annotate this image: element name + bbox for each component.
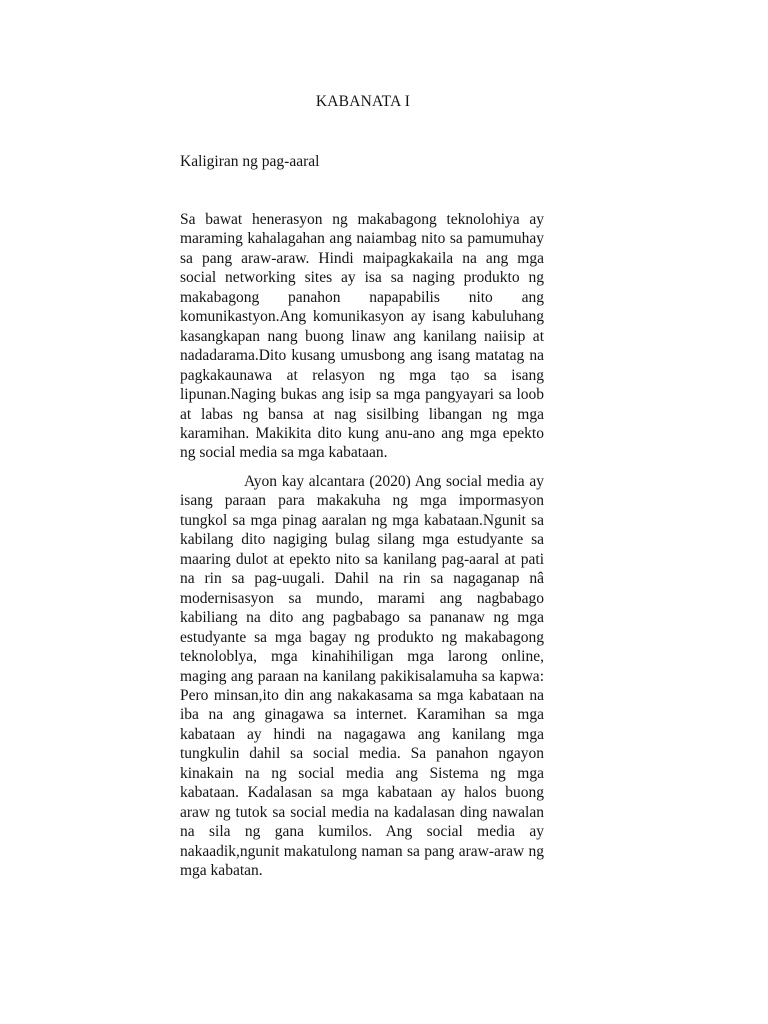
- chapter-title: KABANATA I: [315, 93, 411, 110]
- section-heading: Kaligiran ng pag-aaral: [180, 153, 320, 170]
- body-paragraph: Ayon kay alcantara (2020) Ang social media ay isang paraan para makakuha ng mga impormasyon tungkol sa mga pinag aaralan ng mga kabataan.Ngunit sa kabilang dito nagiging bulag silang mga estudyante sa maaring dulot at epekto nito sa kanilang pag-aaral at pati na rin sa pag-uugali. Dahil na rin sa nagaganap nâ modernisasyon sa mundo, marami ang nagbabago kabiliang na dito ang pagbabago sa pananaw ng mga estudyante sa mga bagay ng produkto ng makabagong teknoloblya, mga kinahihiligan mga larong online, maging ang paraan na kanilang pakikisalamuha sa kapwa: Pero minsan,ito din ang nakakasama sa mga kabataan na iba na ang ginagawa sa internet. Karamihan sa mga kabataan ay hindi na nagagawa ang kanilang mga tungkulin dahil sa social media. Sa panahon ngayon kinakain na ng social media ang Sistema ng mga kabataan. Kadalasan sa mga kabataan ay halos buong araw ng tutok sa social media na kadalasan ding nawalan na sila ng gana kumilos. Ang social media ay nakaadik,ngunit makatulong naman sa pang araw-araw ng mga kabatan.: [180, 473, 544, 880]
- body-paragraph: Sa bawat henerasyon ng makabagong teknolohiya ay maraming kahalagahan ang naiambag nito sa pamumuhay sa pang araw-araw. Hindi maipagkakaila na ang mga social networking sites ay isa sa naging produkto ng makabagong panahon napapabilis nito ang komunikastyon.Ang komunikasyon ay isang kabuluhang kasangkapan nang buong linaw ang kanilang naiisip at nadadarama.Dito kusang umusbong ang isang matatag na pagkakaunawa at relasyon ng mga tạo sa isang lipunan.Naging bukas ang isip sa mga pangyayari sa loob at labas ng bansa at nag sisilbing libangan ng mga karamihan. Makikita dito kung anu-ano ang mga epekto ng social media sa mga kabataan.: [180, 211, 544, 462]
